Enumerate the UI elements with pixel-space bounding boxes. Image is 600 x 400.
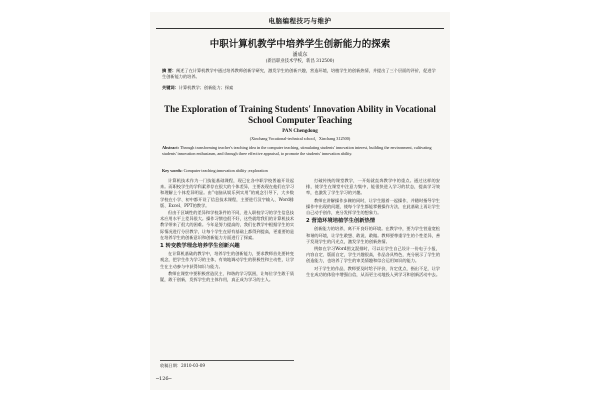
chinese-keywords-label: 关键词： [162,85,179,90]
header-rule [156,28,444,29]
journal-page [150,12,450,390]
body-column-left [160,178,294,356]
intro-paragraph: 计算机技术作为一门技能基础课程，现已在各中职学校普遍开设起来。而职校学生的学科素养存在很大的个体差异，主要表现在他们在学习和理解上个体差异明显。由“电脑从娱乐到实用”的观念引导下，大多数学校在小学、初中都开设了信息技术课程，主要进行汉字输入、Word排版、Excel、PPT的教学。 [160,178,294,208]
section-1-heading: 1 转变教学理念培养学生创新兴趣 [160,243,240,250]
english-author: PAN Chengdong [282,129,318,134]
section-1-paragraph: 在计算机基础的教学中，培养学生的创新能力，要求教师首先要转变观念，把学生作为学习的主体，有效地调动学生的积极性和主动性，让学生在主动参与中获得知识与能力。 [160,251,294,269]
english-abstract [162,145,438,156]
chinese-author: 潘成东 [292,52,308,58]
chinese-title: 中职计算机教学中培养学生创新能力的探索 [209,39,391,50]
section-2-heading: 2 营造环境培植学生创新热情 [306,218,376,225]
received-date: 收稿日期：2010-03-09 [160,360,294,369]
intro-paragraph: 但由于区域性的差异和学校条件的不同，进入职校学习的学生信息技术应用水平上差异很大。操作习惯也很不好，这些就给我们的计算机技术教学带来了很大的困难。今年是努力提高的，我们在教学中根据学生的实际情况进行分层教学，让每个学生在原有基础上都得到提高，更重要的是在培养学生的创新意识和创新能力方面进行了探索。 [160,210,294,240]
english-affiliation: (Xinchang Vocational-technical school，Xinchang 312500) [249,136,351,141]
section-1-paragraph: 教师在课堂中要积极营造民主、和谐的学习氛围，让每位学生敢于质疑，敢于创新，发挥学生的主体作用，真正成为学习的主人。 [160,270,294,283]
body-paragraph: 教师在讲解操作步骤的同时，让学生跟着一起操作，并随时指导学生操作中出现的问题，使每个学生都能掌握操作方法，在此基础上再让学生自己动手创作，充分发挥学生的想象力。 [306,197,440,216]
section-2-paragraph: 创新能力的培养，离不开良好的环境。在教学中，要为学生营造宽松和谐的环境，让学生敢想、敢说、敢做。教师要尊重学生的个性差异，善于发现学生的闪光点，激发学生的创新热情。 [306,226,440,244]
english-keywords-text: Computer teaching;innovation ability ;exploration [183,168,268,173]
english-abstract-text: Through transforming teacher's teaching idea in the computer teaching, stimulating students' innovation interest, building the environment, cultivating students' innovation enthusiasm, and through three effective appraisal, to promote the students' innovation ability. [162,145,432,156]
section-2-paragraph: 例如在学习Word图文混排时，可以让学生自己设计一份电子小报，内容自定、版面自定，学生兴趣很高，作品各具特色，充分展示了学生的创造能力，也培养了学生的审美情趣和综合运用知识的能力。 [306,246,440,264]
page-number: ─126─ [156,376,172,382]
english-keywords-label: Key words: [162,168,183,173]
chinese-affiliation: (新昌职业技术学校，新昌 312500) [265,59,335,64]
chinese-abstract-label: 摘 要： [162,68,177,73]
english-title: The Exploration of Training Students' Innovation Ability in Vocational School Computer Teaching [164,104,436,125]
chinese-keywords [162,85,438,91]
section-2-paragraph: 对于学生的作品，教师要及时给予评价，肯定优点，指出不足，让学生在成功的体验中增强自信，从而更主动地投入到学习和创新活动中去。 [306,265,440,277]
journal-header: 电脑编程技巧与维护 [268,17,332,25]
english-abstract-label: Abstract: [162,145,179,150]
chinese-abstract [162,68,438,80]
body-paragraph: 打破传统的课堂教学，一开始就直奔教学中的重点。通过这样的安排，使学生在课堂中注意力集中，能很快进入学习的状态，提高学习效率，也激发了学生学习的兴趣。 [306,178,440,196]
english-keywords [162,168,438,173]
chinese-abstract-text: 阐述了在计算机教学中通过培养教师创新学研究，激发学生的创新兴趣，营造环境，培植学生的创新热情，并提出了三个层面的评价，促进学生创新能力的培养。 [162,68,436,79]
body-column-right [306,178,440,378]
chinese-keywords-text: 计算机教学；创新能力；探索 [178,85,234,90]
